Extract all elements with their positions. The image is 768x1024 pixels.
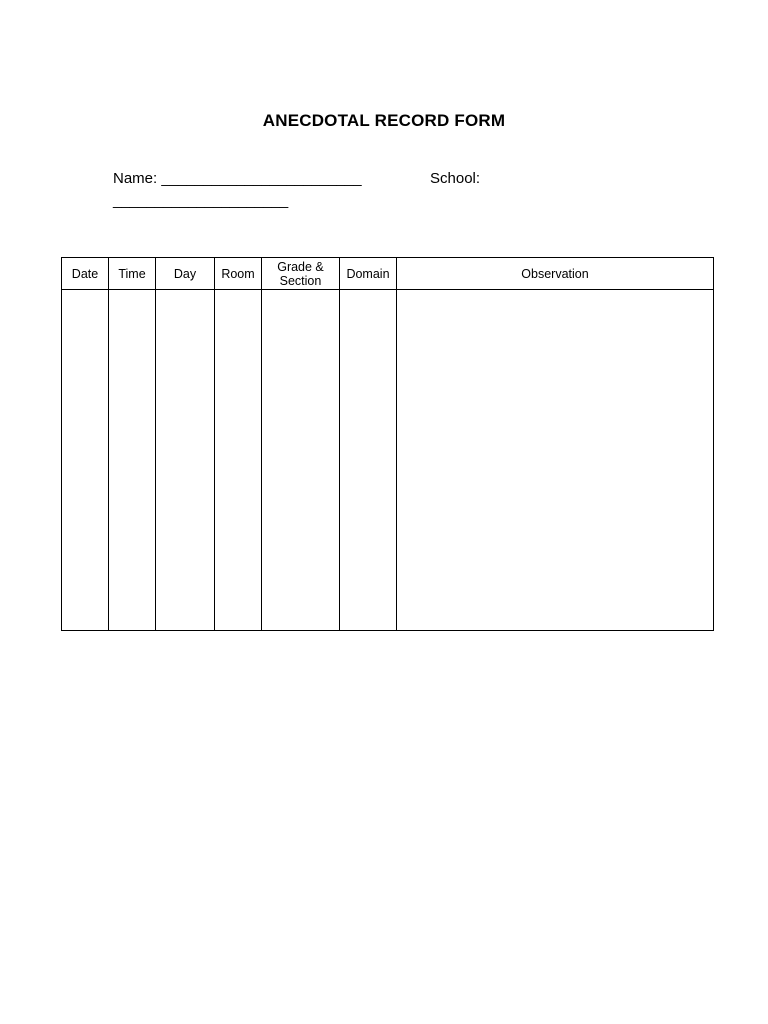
- header-domain: Domain: [340, 258, 397, 290]
- name-label: Name:: [113, 170, 158, 187]
- cell-time[interactable]: [109, 290, 156, 631]
- cell-domain[interactable]: [340, 290, 397, 631]
- header-grade-section: [262, 258, 340, 290]
- cell-room[interactable]: [215, 290, 262, 631]
- anecdotal-record-table: [61, 257, 714, 631]
- cell-observation[interactable]: [397, 290, 714, 631]
- school-field: [430, 170, 480, 187]
- header-day: Day: [156, 258, 215, 290]
- table-header-row: [62, 258, 714, 290]
- header-date: Date: [62, 258, 109, 290]
- header-grade-section-text: Grade & Section: [277, 259, 324, 288]
- cell-date[interactable]: [62, 290, 109, 631]
- cell-grade-section[interactable]: [262, 290, 340, 631]
- header-observation: Observation: [397, 258, 714, 290]
- name-blank: ________________________: [161, 170, 362, 187]
- header-time: Time: [109, 258, 156, 290]
- table-row: [62, 290, 714, 631]
- cell-day[interactable]: [156, 290, 215, 631]
- header-room: Room: [215, 258, 262, 290]
- name-field: [113, 170, 362, 187]
- school-label: School:: [430, 170, 481, 187]
- form-title: ANECDOTAL RECORD FORM: [262, 111, 506, 130]
- school-blank: _____________________: [113, 192, 289, 209]
